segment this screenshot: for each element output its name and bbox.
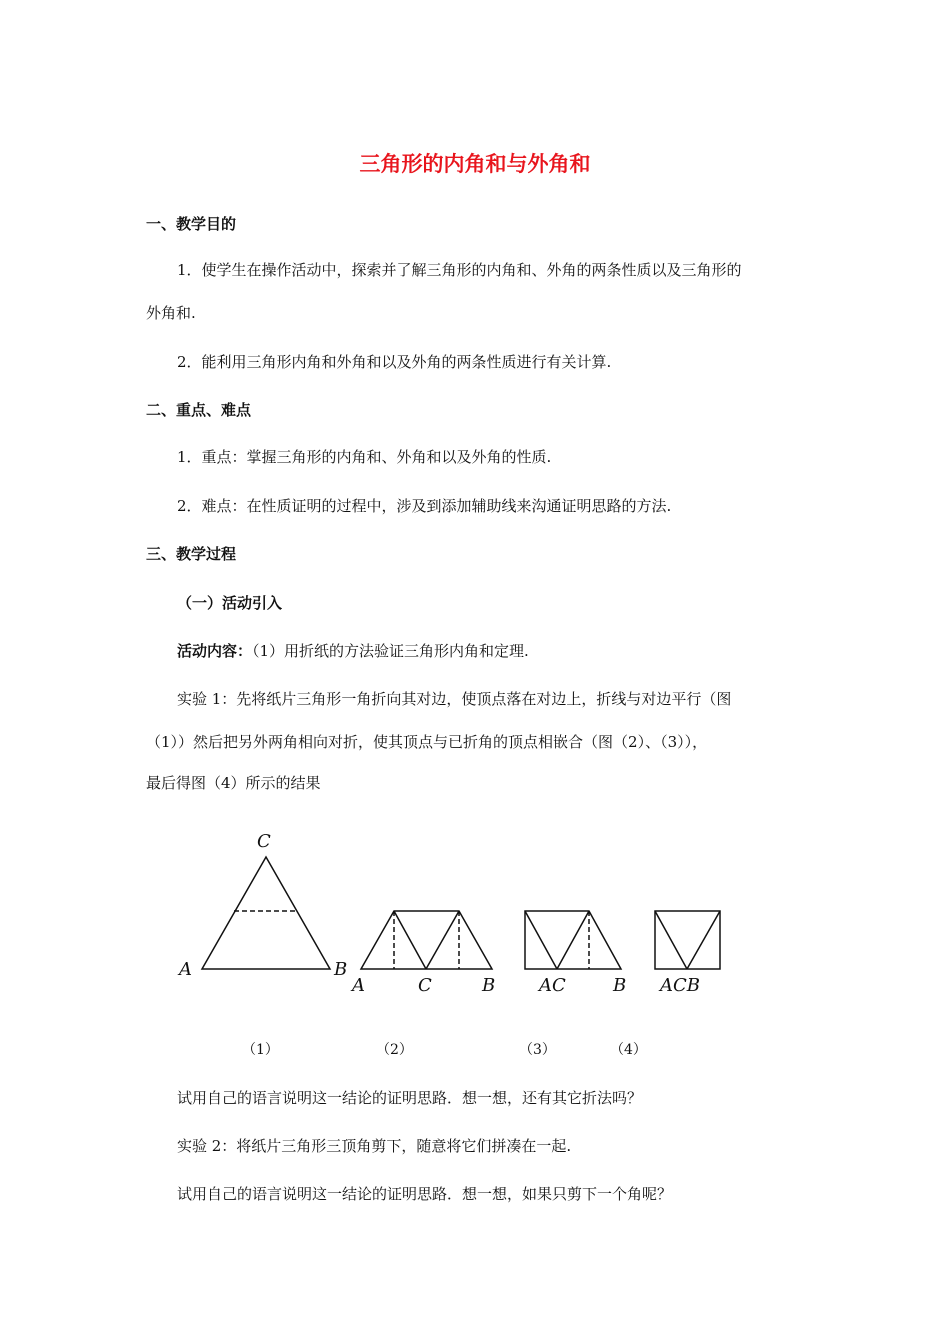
caption-fig2: （2）	[376, 1042, 413, 1058]
activity-content	[177, 640, 807, 662]
section-heading-key-points: 二、重点、难点	[146, 401, 252, 419]
fold-edge-fig3-b	[557, 911, 589, 969]
question-2: 试用自己的语言说明这一结论的证明思路．想一想，如果只剪下一个角呢？	[177, 1185, 673, 1203]
rectangle-fig4	[655, 911, 720, 969]
activity-text: （1）用折纸的方法验证三角形内角和定理.	[252, 642, 529, 660]
label-fig1-b: B	[334, 959, 348, 980]
experiment-1-line-1: 实验 1：先将纸片三角形一角折向其对边，使顶点落在对边上，折线与对边平行（图	[177, 690, 732, 708]
label-fig3-b: B	[613, 975, 627, 996]
activity-label: 活动内容：	[177, 642, 253, 660]
label-fig2-a: A	[352, 975, 365, 996]
label-fig3-ac: AC	[539, 975, 566, 996]
folding-figure	[175, 825, 735, 1000]
key-point-1: 1．重点：掌握三角形的内角和、外角和以及外角的性质.	[177, 448, 552, 466]
key-point-2: 2．难点：在性质证明的过程中，涉及到添加辅助线来沟通证明思路的方法.	[177, 497, 672, 515]
subsection-heading-activity: （一）活动引入	[177, 594, 283, 612]
fold-edge-fig2-a	[394, 911, 426, 969]
label-fig1-a: A	[179, 959, 192, 980]
triangle-fig1	[202, 857, 330, 969]
fold-edge-fig4-b	[687, 911, 720, 969]
experiment-1-line-3: 最后得图（4）所示的结果	[146, 774, 321, 792]
experiment-2: 实验 2：将纸片三角形三顶角剪下，随意将它们拼凑在一起.	[177, 1137, 572, 1155]
caption-fig3: （3）	[519, 1042, 556, 1058]
label-fig4-acb: ACB	[660, 975, 700, 996]
trapezoid-fig2	[361, 911, 492, 969]
caption-fig1: （1）	[242, 1042, 279, 1058]
label-fig2-b: B	[482, 975, 496, 996]
objective-2: 2．能利用三角形内角和外角和以及外角的两条性质进行有关计算.	[177, 353, 612, 371]
section-heading-objectives: 一、教学目的	[146, 215, 237, 233]
objective-1-line-1: 1．使学生在操作活动中，探索并了解三角形的内角和、外角的两条性质以及三角形的	[177, 261, 742, 279]
label-fig1-c: C	[257, 831, 271, 852]
objective-1-line-2: 外角和.	[146, 304, 196, 322]
experiment-1-line-2: （1））然后把另外两角相向对折，使其顶点与已折角的顶点相嵌合（图（2）、（3）），	[146, 733, 708, 751]
label-fig2-c: C	[418, 975, 432, 996]
question-1: 试用自己的语言说明这一结论的证明思路．想一想，还有其它折法吗？	[177, 1089, 643, 1107]
page-title: 三角形的内角和与外角和	[359, 152, 591, 176]
section-heading-process: 三、教学过程	[146, 545, 237, 563]
fold-edge-fig4-a	[655, 911, 687, 969]
caption-fig4: （4）	[610, 1042, 647, 1058]
fold-edge-fig3-a	[525, 911, 557, 969]
fold-edge-fig2-b	[426, 911, 459, 969]
